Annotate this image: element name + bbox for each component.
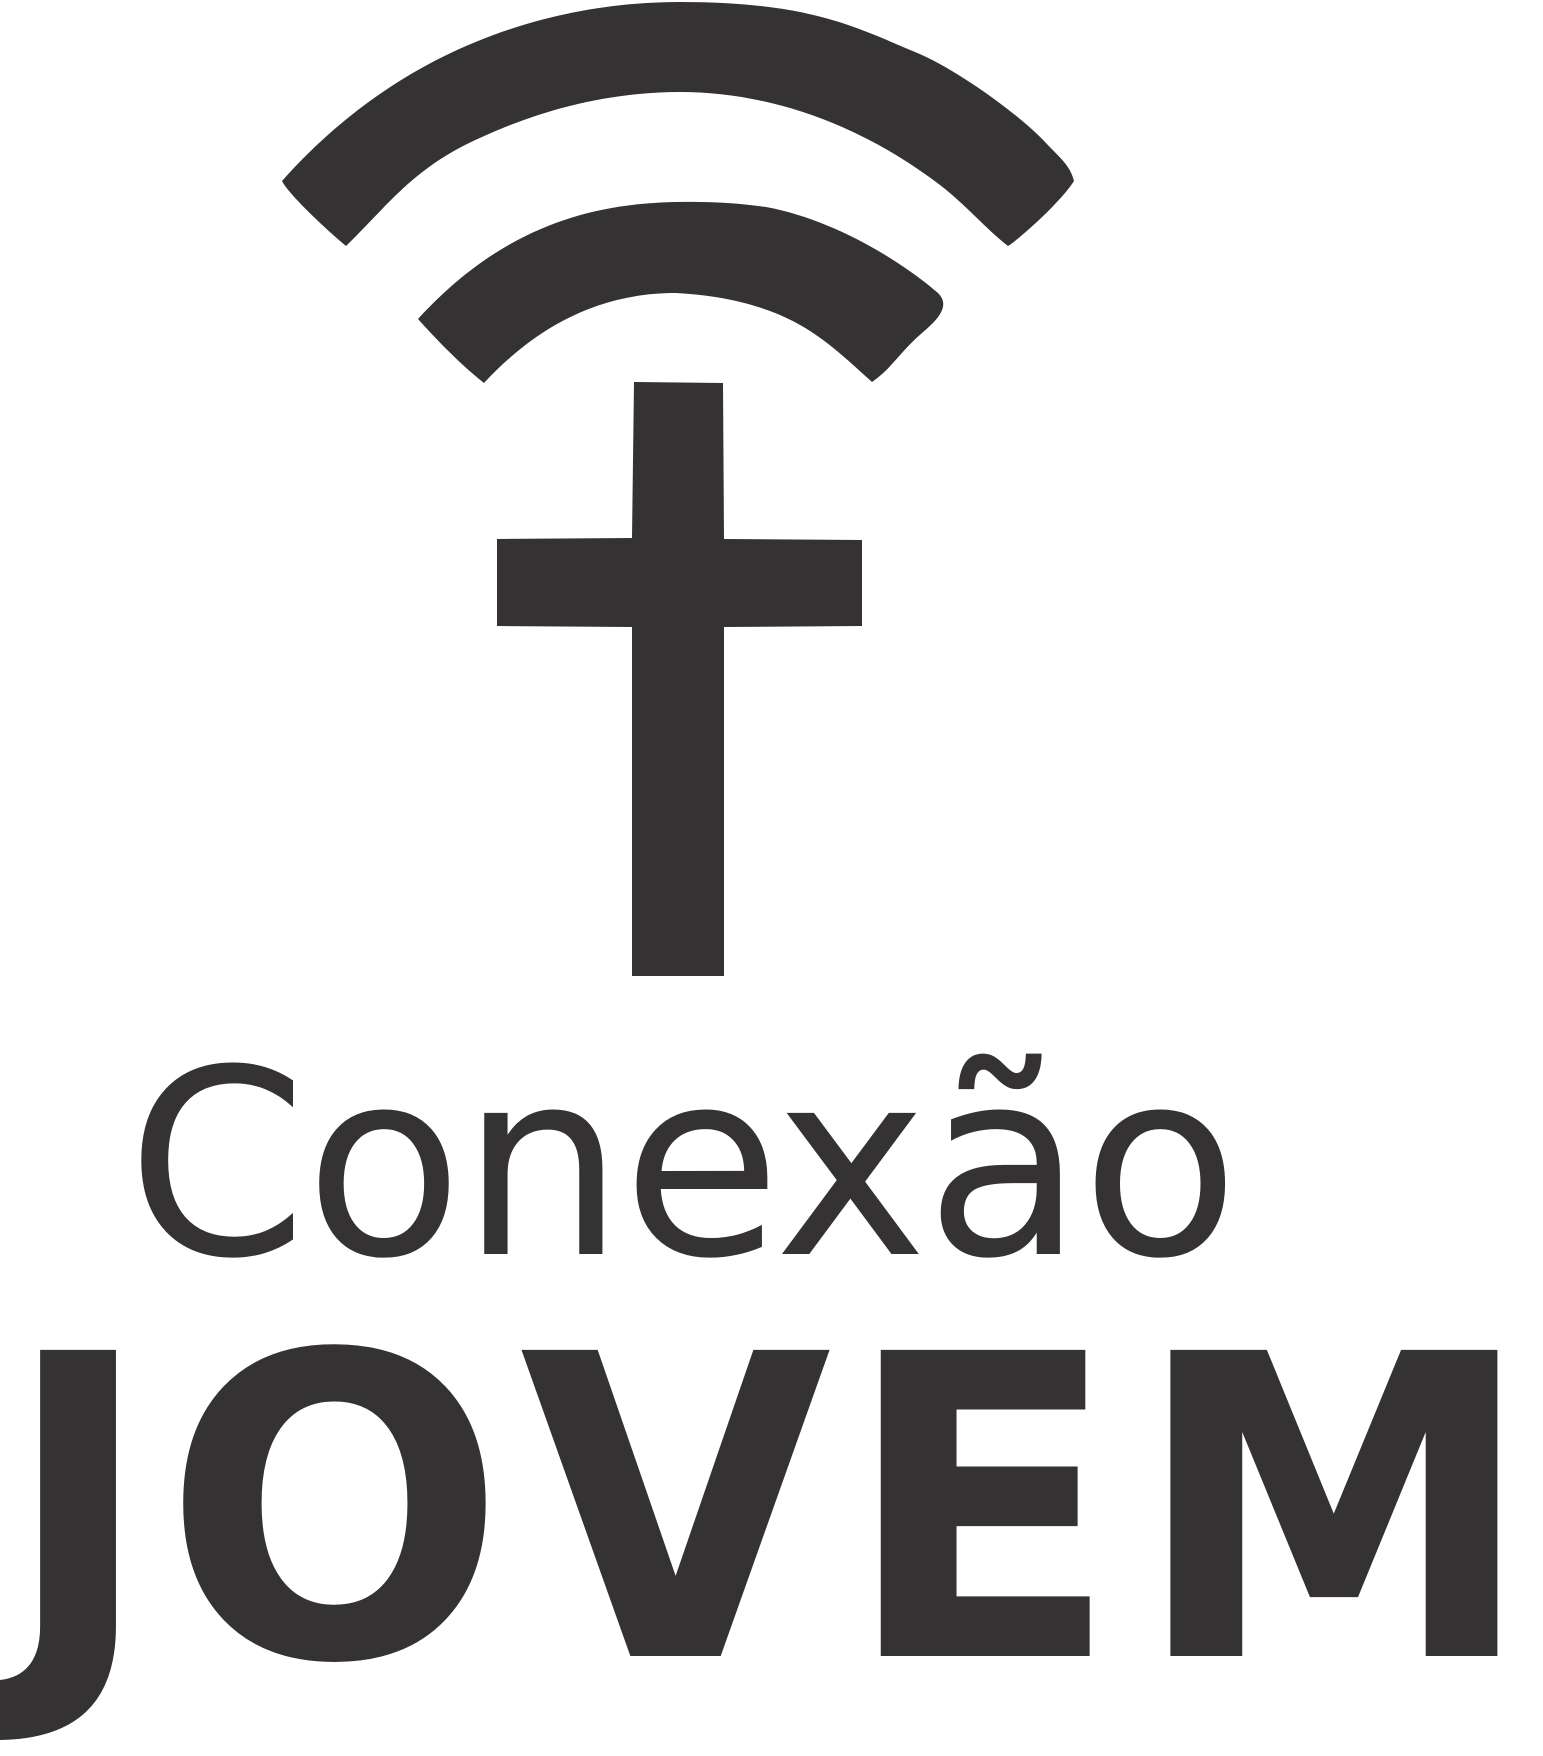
tagline-letter-j: J [3,1267,154,1756]
tagline-letter-m: M [1133,1267,1535,1756]
tagline-letter-e: E [844,1267,1120,1756]
tagline-letter-o: O [163,1267,507,1756]
brand-name: Conexão [126,1015,1238,1315]
cross-icon [497,382,862,976]
signal-arc-inner-icon [418,202,943,383]
brand-tagline-jovem [0,1267,1535,1756]
tagline-letter-v: V [519,1267,832,1756]
